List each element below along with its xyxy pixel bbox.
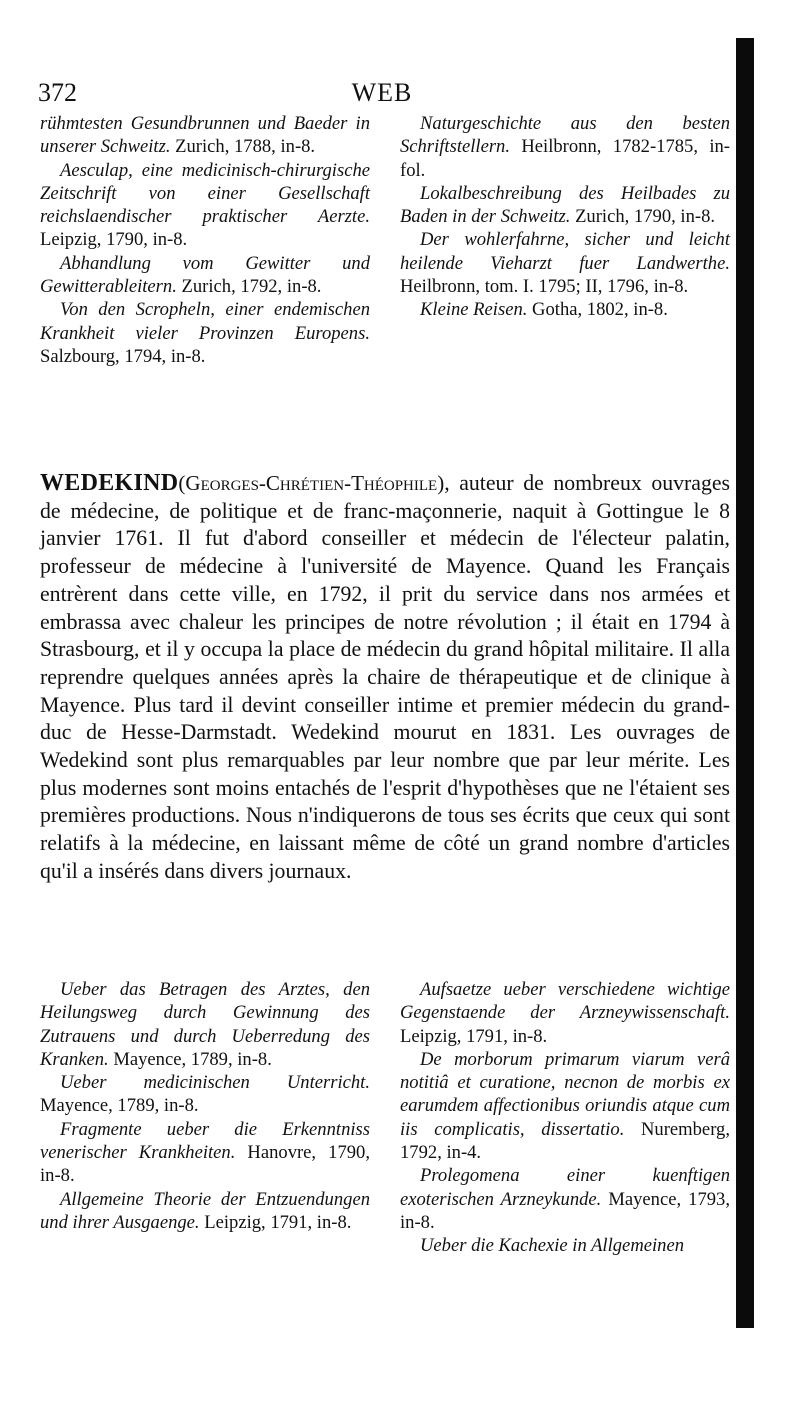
bibliography-entry xyxy=(400,1048,730,1164)
entry-imprint: Heilbronn, 1782-1785, in-fol. xyxy=(400,136,730,181)
entry-imprint: Heilbronn, tom. I. 1795; II, 1796, in-8. xyxy=(400,276,689,298)
entry-title: De morborum primarum viarum verâ notitiâ et curatione, necnon de morbis ex earumdem affectionibus oriundis atque cum iis complicatis, dissertatio. xyxy=(400,1048,730,1140)
entry-imprint: Leipzig, 1791, in-8. xyxy=(199,1211,352,1233)
running-head: WEB xyxy=(351,78,413,107)
entry-title: Von den Scropheln, einer endemischen Krankheit vieler Provinzen Europens. xyxy=(40,299,370,344)
bibliography-entry xyxy=(40,1118,370,1188)
bibliography-entry xyxy=(40,159,370,252)
bibliography-bottom-right xyxy=(400,978,730,1258)
entry-title: Abhandlung vom Gewitter und Gewitterableitern. xyxy=(40,252,370,298)
entry-imprint: Zurich, 1792, in-8. xyxy=(176,276,322,298)
entry-title: Fragmente ueber die Erkenntniss venerischer Krankheiten. xyxy=(40,1118,370,1164)
bibliography-top-right xyxy=(400,112,730,322)
entry-title: Allgemeine Theorie der Entzuendungen und ihrer Ausgaenge. xyxy=(40,1188,370,1233)
entry-title: Aesculap, eine medicinisch-chirurgische Zeitschrift von einer Gesellschaft reichslaendischer praktischer Aerzte. xyxy=(40,159,370,228)
entry-imprint: Mayence, 1789, in-8. xyxy=(40,1095,199,1117)
bibliography-bottom-left xyxy=(40,978,370,1234)
biography-text: , auteur de nombreux ouvrages de médecine, de politique et de franc-maçonnerie, naquit à Gottingue le 8 janvier 1761. Il fut d'abord conseiller et médecin de l'électeur palatin, professeur de médecine à l'université de Mayence. Quand les Français entrèrent dans cette ville, en 1792, il prit du service dans nos armées et embrassa avec chaleur les principes de notre révolution ; il était en 1794 à Strasbourg, et il y occupa la place de médecin du grand hôpital militaire. Il alla reprendre quelques années après la chaire de thérapeutique et de clinique à Mayence. Plus tard il devint conseiller intime et premier médecin du grand-duc de Hesse-Darmstadt. Wedekind mourut en 1831. Les ouvrages de Wedekind sont plus remarquables par leur nombre que par leur mérite. Les plus modernes sont moins entachés de l'esprit d'hypothèses que ne l'étaient ses premières productions. Nous n'indiquerons de tous ses écrits que ceux qui sont relatifs à la médecine, en laissant même de côté un grand nombre d'articles qu'il a insérés dans divers journaux. xyxy=(40,471,730,883)
bibliography-entry xyxy=(400,1234,730,1257)
entry-title: Ueber medicinischen Unterricht. xyxy=(60,1072,370,1094)
page-number: 372 xyxy=(38,78,77,107)
entry-title: Aufsaetze ueber verschiedene wichtige Gegenstaende der Arzneywissenschaft. xyxy=(400,979,730,1024)
entry-imprint: Mayence, 1789, in-8. xyxy=(108,1048,272,1070)
entry-name: WEDEKIND xyxy=(40,470,179,496)
bibliography-entry xyxy=(40,112,370,159)
bibliography-entry xyxy=(40,252,370,299)
entry-title: Naturgeschichte aus den besten Schriftstellern. xyxy=(400,113,730,158)
bibliography-top-left xyxy=(40,112,370,368)
entry-title: Prolegomena einer kuenftigen exoterischen Arzneykunde. xyxy=(400,1165,730,1210)
entry-imprint: Hanovre, 1790, in-8. xyxy=(40,1142,370,1187)
entry-title: Ueber das Betragen des Arztes, den Heilungsweg durch Gewinnung des Zutrauens und durch Ueberredung des Kranken. xyxy=(40,979,370,1070)
entry-imprint: Leipzig, 1791, in-8. xyxy=(400,1025,548,1047)
bibliography-entry xyxy=(400,112,730,182)
page-edge-shadow xyxy=(736,38,754,1328)
bibliography-entry xyxy=(400,228,730,298)
entry-title: Kleine Reisen. xyxy=(420,299,528,321)
entry-imprint: Leipzig, 1790, in-8. xyxy=(40,229,188,251)
entry-title: rühmtesten Gesundbrunnen und Baeder in unserer Schweitz. xyxy=(40,113,370,158)
bibliography-entry xyxy=(40,1188,370,1235)
entry-imprint: Zurich, 1788, in-8. xyxy=(170,136,316,158)
entry-imprint: Mayence, 1793, in-8. xyxy=(400,1188,730,1233)
bibliography-entry xyxy=(400,978,730,1048)
bibliography-entry xyxy=(40,298,370,368)
entry-imprint: Zurich, 1790, in-8. xyxy=(570,206,716,228)
entry-title: Lokalbeschreibung des Heilbades zu Baden in der Schweitz. xyxy=(400,182,730,228)
entry-given-names: (Georges-Chrétien-Théophile) xyxy=(178,471,445,495)
bibliography-entry xyxy=(400,182,730,229)
biography-paragraph xyxy=(40,470,730,886)
bibliography-entry xyxy=(400,1164,730,1234)
entry-imprint: Salzbourg, 1794, in-8. xyxy=(40,345,206,367)
entry-imprint: Nuremberg, 1792, in-4. xyxy=(400,1118,730,1164)
entry-title: Ueber die Kachexie in Allgemeinen xyxy=(420,1235,685,1257)
bibliography-entry xyxy=(40,1071,370,1118)
page-header xyxy=(38,78,726,108)
entry-imprint: Gotha, 1802, in-8. xyxy=(527,299,668,321)
entry-title: Der wohlerfahrne, sicher und leicht heilende Vieharzt fuer Landwerthe. xyxy=(400,229,730,274)
bibliography-entry xyxy=(40,978,370,1071)
bibliography-entry xyxy=(400,298,730,321)
